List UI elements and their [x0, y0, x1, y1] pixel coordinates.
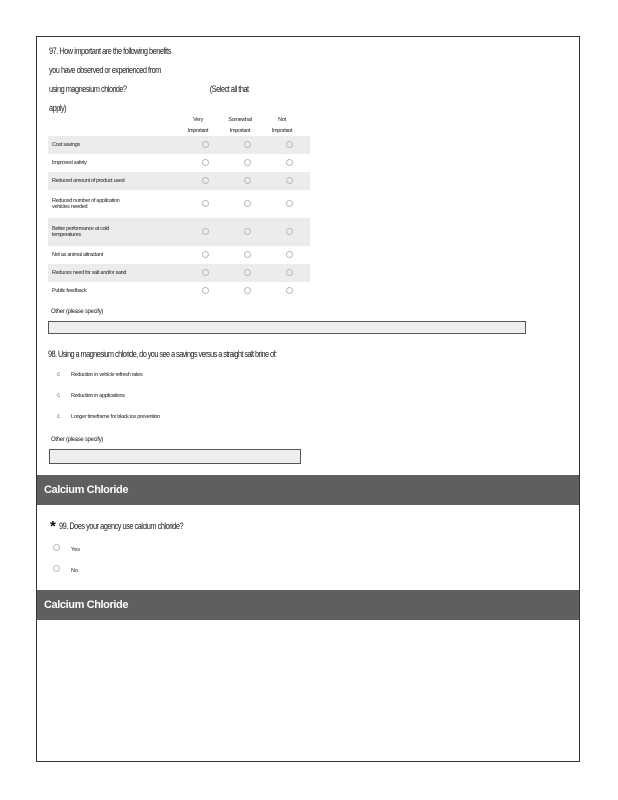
q98-other-input[interactable] [49, 449, 301, 464]
table-row: Not as animal attractant [48, 246, 310, 264]
radio-not-important[interactable] [286, 200, 293, 207]
q98-other-label: Other (please specify) [51, 437, 104, 443]
q98-question: 98. Using a magnesium chloride, do you see a savings versus a straight salt brine of: [48, 349, 277, 359]
radio-somewhat-important[interactable] [244, 228, 251, 235]
q98-option[interactable]: c Longer timeframe for black ice prevention [57, 414, 160, 420]
radio-very-important[interactable] [202, 177, 209, 184]
q99-option-no[interactable]: No [53, 565, 78, 574]
radio-very-important[interactable] [202, 269, 209, 276]
radio-somewhat-important[interactable] [244, 200, 251, 207]
q97-line2: you have observed or experienced from [49, 65, 161, 75]
radio-somewhat-important[interactable] [244, 141, 251, 148]
q97-line3: using magnesium chloride? [49, 84, 127, 94]
radio-not-important[interactable] [286, 251, 293, 258]
table-row: Public feedback [48, 282, 310, 300]
table-row: Better performance at cold temperatures [48, 218, 310, 246]
q97-select-note: (Select all that [209, 84, 249, 94]
radio-not-important[interactable] [286, 141, 293, 148]
radio-not-important[interactable] [286, 159, 293, 166]
radio-not-important[interactable] [286, 177, 293, 184]
required-asterisk-icon: * [50, 518, 56, 535]
radio-somewhat-important[interactable] [244, 287, 251, 294]
q97-question [49, 42, 295, 118]
column-header-somewhat-important: Somewhat Important [228, 117, 252, 134]
q97-line4: apply) [49, 103, 67, 113]
radio-somewhat-important[interactable] [244, 159, 251, 166]
radio-very-important[interactable] [202, 228, 209, 235]
radio-icon [53, 565, 60, 572]
radio-somewhat-important[interactable] [244, 269, 251, 276]
checkbox-icon[interactable]: c [57, 414, 60, 420]
column-header-very-important: Very Important [187, 117, 209, 134]
q97-matrix [48, 136, 310, 300]
radio-somewhat-important[interactable] [244, 177, 251, 184]
radio-not-important[interactable] [286, 287, 293, 294]
radio-not-important[interactable] [286, 228, 293, 235]
radio-icon [53, 544, 60, 551]
radio-very-important[interactable] [202, 287, 209, 294]
q98-option[interactable]: c Reduction in applications [57, 393, 125, 399]
radio-very-important[interactable] [202, 200, 209, 207]
radio-very-important[interactable] [202, 159, 209, 166]
radio-very-important[interactable] [202, 141, 209, 148]
table-row: Cost savings [48, 136, 310, 154]
column-header-not-important: Not Important [271, 117, 293, 134]
survey-page [36, 36, 580, 762]
q97-line1: 97. How important are the following benefits [49, 46, 171, 56]
table-row: Improved safety [48, 154, 310, 172]
q98-option[interactable]: c Reduction in vehicle refresh rates [57, 372, 143, 378]
q99-question: * 99. Does your agency use calcium chloride? [50, 518, 184, 535]
radio-somewhat-important[interactable] [244, 251, 251, 258]
table-row: Reduced number of application vehicles needed [48, 190, 310, 218]
table-row: Reduces need for salt and/or sand [48, 264, 310, 282]
q97-other-label: Other (please specify) [51, 309, 104, 315]
q97-other-input[interactable] [48, 321, 526, 334]
checkbox-icon[interactable]: c [57, 393, 60, 399]
checkbox-icon[interactable]: c [57, 372, 60, 378]
section-header: Calcium Chloride [37, 590, 579, 620]
table-row: Reduced amount of product used [48, 172, 310, 190]
section-header: Calcium Chloride [37, 475, 579, 505]
q99-option-yes[interactable]: Yes [53, 544, 80, 553]
radio-not-important[interactable] [286, 269, 293, 276]
radio-very-important[interactable] [202, 251, 209, 258]
